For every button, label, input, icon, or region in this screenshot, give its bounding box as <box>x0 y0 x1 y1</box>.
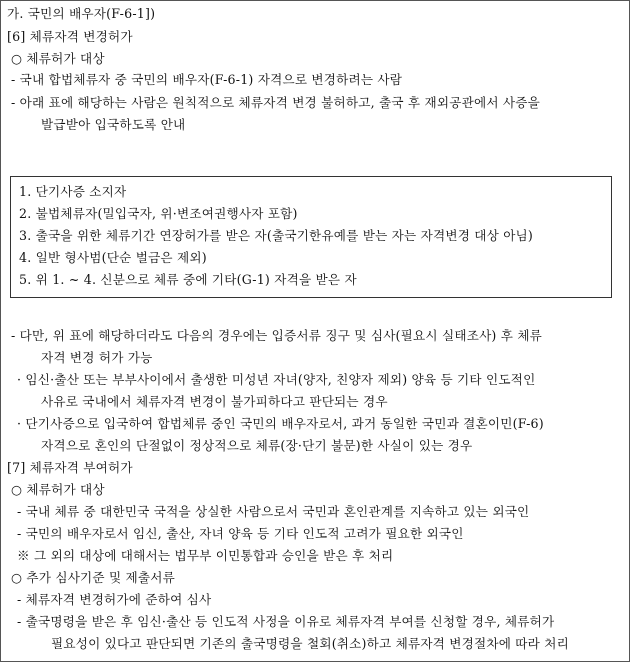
exception-1: · 임신·출산 또는 부부사이에서 출생한 미성년 자녀(양자, 친양자 제외) 양육 등 기타 인도적인 <box>17 372 536 387</box>
exceptions-intro: - 다만, 위 표에 해당하더라도 다음의 경우에는 입증서류 징구 및 심사(필요시 실태조사) 후 체류 <box>11 328 543 343</box>
table-item: 4. 일반 형사범(단순 벌금은 제외) <box>19 250 207 265</box>
section-6-bullet-2-cont: 발급받아 입국하도록 안내 <box>41 117 186 132</box>
section-7-bullet-2: - 국민의 배우자로서 임신, 출산, 자녀 양육 등 기타 인도적 고려가 필요한 외국인 <box>17 526 464 541</box>
section-7-title: [7] 체류자격 부여허가 <box>7 460 133 475</box>
exceptions-intro-cont: 자격 변경 허가 가능 <box>41 350 153 365</box>
section-6-target-label: ○ 체류허가 대상 <box>11 51 105 66</box>
section-6-title: [6] 체류자격 변경허가 <box>7 29 133 44</box>
table-item: 5. 위 1. ~ 4. 신분으로 체류 중에 기타(G-1) 자격을 받은 자 <box>19 272 357 287</box>
table-item: 2. 불법체류자(밀입국자, 위·변조여권행사자 포함) <box>19 206 298 221</box>
exception-2-cont: 자격으로 혼인의 단절없이 정상적으로 체류(장·단기 불문)한 사실이 있는 경우 <box>41 438 473 453</box>
section-7-extra-2-cont: 필요성이 있다고 판단되면 기존의 출국명령을 철회(취소)하고 체류자격 변경절차에 따라 처리 <box>51 636 569 651</box>
section-7-target-label: ○ 체류허가 대상 <box>11 482 105 497</box>
section-7-extra-1: - 체류자격 변경허가에 준하여 심사 <box>17 592 212 607</box>
table-item: 3. 출국을 위한 체류기간 연장허가를 받은 자(출국기한유예를 받는 자는 자격변경 대상 아님) <box>19 228 534 243</box>
restriction-table <box>10 176 612 298</box>
section-7-extra-label: ○ 추가 심사기준 및 제출서류 <box>11 570 176 585</box>
exception-2: · 단기사증으로 입국하여 합법체류 중인 국민의 배우자로서, 과거 동일한 국민과 결혼이민(F-6) <box>17 416 544 431</box>
exception-1-cont: 사유로 국내에서 체류자격 변경이 불가피하다고 판단되는 경우 <box>41 394 388 409</box>
table-item: 1. 단기사증 소지자 <box>19 184 127 199</box>
heading: 가. 국민의 배우자(F-6-1]) <box>7 6 156 21</box>
section-7-bullet-1: - 국내 체류 중 대한민국 국적을 상실한 사람으로서 국민과 혼인관계를 지속하고 있는 외국인 <box>17 504 530 519</box>
section-7-note: ※ 그 외의 대상에 대해서는 법무부 이민통합과 승인을 받은 후 처리 <box>17 548 394 563</box>
section-6-bullet-1: - 국내 합법체류자 중 국민의 배우자(F-6-1) 자격으로 변경하려는 사람 <box>11 72 403 87</box>
section-6-bullet-2: - 아래 표에 해당하는 사람은 원칙적으로 체류자격 변경 불허하고, 출국 후 재외공관에서 사증을 <box>11 95 540 110</box>
section-7-extra-2: - 출국명령을 받은 후 임신·출산 등 인도적 사정을 이유로 체류자격 부여를 신청할 경우, 체류허가 <box>17 614 555 629</box>
